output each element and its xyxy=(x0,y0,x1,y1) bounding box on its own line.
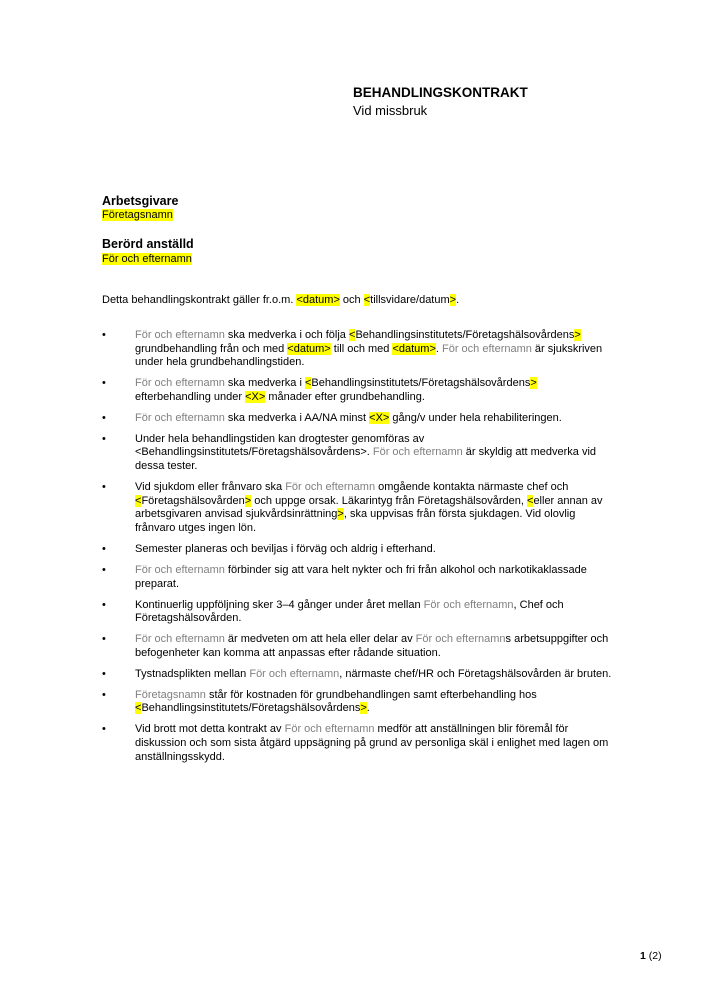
item-text: , Chef och Företagshälsovården. xyxy=(135,598,564,625)
item-text: Företagshälsovården xyxy=(141,494,245,507)
highlighted-placeholder: > xyxy=(530,377,537,390)
current-page: 1 xyxy=(640,950,646,962)
item-text: Tystnadsplikten mellan xyxy=(135,667,250,680)
highlighted-placeholder: < xyxy=(527,494,534,507)
item-text: . xyxy=(366,702,370,715)
item-text: Kontinuerlig uppföljning sker 3–4 gånger under året mellan xyxy=(135,598,424,611)
highlighted-placeholder: < xyxy=(349,329,356,341)
employer-heading: Arbetsgivare xyxy=(102,194,179,208)
item-text: Under hela behandlingstiden kan drogtester genomföras av <Behandlingsinstitutets/Företagshälsovårdens>. xyxy=(135,432,425,459)
name-placeholder: För och efternamn xyxy=(135,329,225,341)
list-item xyxy=(102,543,612,557)
item-text: Behandlingsinstitutets/Företagshälsovårdens xyxy=(355,329,575,341)
highlighted-placeholder: <X> xyxy=(245,391,266,403)
item-text: Behandlingsinstitutets/Företagshälsovårdens xyxy=(311,377,531,390)
end-date-placeholder: tillsvidare/datum xyxy=(370,294,450,306)
name-placeholder: För och efternamn xyxy=(249,667,340,680)
bullet-icon: • xyxy=(102,723,106,736)
highlighted-placeholder: < xyxy=(135,494,142,507)
item-text: och uppge orsak. Läkarintyg från Företagshälsovården, xyxy=(251,494,527,507)
item-text: är skyldig att medverka vid dessa tester. xyxy=(135,446,597,473)
bullet-icon: • xyxy=(102,543,106,556)
highlighted-placeholder: > xyxy=(337,508,344,521)
item-text: medför att anställningen blir föremål för diskussion och som sista åtgärd uppsägning på grund av personliga skäl i enlighet med lagen om anställningsskydd. xyxy=(135,723,609,763)
item-text: efterbehandling under xyxy=(135,391,246,403)
item-text: Vid brott mot detta kontrakt av xyxy=(135,723,285,736)
document-subtitle: Vid missbruk xyxy=(353,103,428,118)
list-item xyxy=(102,689,612,716)
highlighted-placeholder: > xyxy=(574,329,581,341)
name-placeholder: Företagsnamn xyxy=(135,688,206,701)
document-title: BEHANDLINGSKONTRAKT xyxy=(353,85,528,100)
item-text: , närmaste chef/HR och Företagshälsovården är bruten. xyxy=(339,667,612,680)
list-item xyxy=(102,633,612,660)
name-placeholder: För och efternamn xyxy=(135,411,225,424)
highlighted-placeholder: < xyxy=(135,702,142,715)
total-pages: (2) xyxy=(645,950,662,962)
page-number xyxy=(640,950,662,962)
item-text: ska medverka i och följa xyxy=(224,329,349,341)
bullet-icon: • xyxy=(102,598,106,611)
intro-text: och xyxy=(339,294,364,306)
employee-heading: Berörd anställd xyxy=(102,237,194,251)
item-text: eller annan av arbetsgivaren anvisad sjukvårdsinrättning xyxy=(135,494,603,521)
employer-name-placeholder: Företagsnamn xyxy=(102,209,173,221)
item-text: Behandlingsinstitutets/Företagshälsovårdens xyxy=(141,702,361,715)
item-text: omgående kontakta närmaste chef och xyxy=(375,481,569,494)
highlighted-placeholder: > xyxy=(244,494,252,507)
list-item xyxy=(102,599,612,626)
list-item xyxy=(102,723,612,764)
end-bracket-close: > xyxy=(449,294,457,306)
name-placeholder: För och efternamn xyxy=(135,377,225,390)
bullet-icon: • xyxy=(102,377,106,390)
list-item xyxy=(102,564,612,591)
bullet-icon: • xyxy=(102,633,106,646)
item-text: Semester planeras och beviljas i förväg och aldrig i efterhand. xyxy=(135,543,436,556)
item-text: står för kostnaden för grundbehandlingen samt efterbehandling hos xyxy=(205,688,537,701)
intro-text: Detta behandlingskontrakt gäller fr.o.m. xyxy=(102,294,297,306)
item-text: förbinder sig att vara helt nykter och fri från alkohol och narkotikaklassade preparat. xyxy=(135,563,587,590)
bullet-icon: • xyxy=(102,667,106,680)
item-text: Vid sjukdom eller frånvaro ska xyxy=(135,481,286,494)
employee-name-placeholder: För och efternamn xyxy=(102,253,192,265)
name-placeholder: För och efternamn xyxy=(285,481,376,494)
name-placeholder: För och efternamn xyxy=(135,563,225,576)
list-item xyxy=(102,412,612,426)
item-text: är medveten om att hela eller delar av xyxy=(224,633,416,646)
highlighted-placeholder: > xyxy=(360,702,367,715)
list-item xyxy=(102,433,612,474)
name-placeholder: För och efternamn xyxy=(415,633,506,646)
contract-terms-list xyxy=(102,329,612,772)
employee-value xyxy=(102,252,192,266)
employer-value xyxy=(102,208,173,222)
item-text: grundbehandling från och med xyxy=(135,342,288,355)
start-date-placeholder: <datum> xyxy=(296,294,340,306)
end-bracket-open: < xyxy=(363,294,371,306)
name-placeholder: För och efternamn xyxy=(372,446,463,459)
item-text: . xyxy=(435,342,442,355)
bullet-icon: • xyxy=(102,432,106,445)
list-item xyxy=(102,668,612,682)
name-placeholder: För och efternamn xyxy=(135,633,225,646)
highlighted-placeholder: <datum> xyxy=(287,342,331,355)
item-text: gång/v under hela rehabiliteringen. xyxy=(389,411,562,424)
name-placeholder: För och efternamn xyxy=(442,342,532,355)
bullet-icon: • xyxy=(102,563,106,576)
highlighted-placeholder: <datum> xyxy=(392,342,436,355)
item-text: s arbetsuppgifter och befogenheter kan komma att anpassas efter rådande situation. xyxy=(135,633,609,659)
item-text: månader efter grundbehandling. xyxy=(265,391,425,403)
intro-text: . xyxy=(456,294,460,306)
highlighted-placeholder: <X> xyxy=(369,411,390,424)
item-text: till och med xyxy=(330,342,393,355)
bullet-icon: • xyxy=(102,329,106,341)
list-item xyxy=(102,329,612,370)
intro-paragraph xyxy=(102,293,459,307)
list-item xyxy=(102,377,612,404)
item-text: ska medverka i xyxy=(224,377,305,390)
bullet-icon: • xyxy=(102,481,106,494)
bullet-icon: • xyxy=(102,411,106,424)
item-text: , ska uppvisas från första sjukdagen. Vid olovlig frånvaro utges ingen lön. xyxy=(135,508,576,535)
item-text: är sjukskriven under hela grundbehandlingstiden. xyxy=(135,342,603,369)
name-placeholder: För och efternamn xyxy=(423,598,514,611)
list-item xyxy=(102,481,612,536)
item-text: ska medverka i AA/NA minst xyxy=(224,411,370,424)
highlighted-placeholder: < xyxy=(304,377,312,390)
bullet-icon: • xyxy=(102,688,106,701)
name-placeholder: För och efternamn xyxy=(284,723,375,736)
